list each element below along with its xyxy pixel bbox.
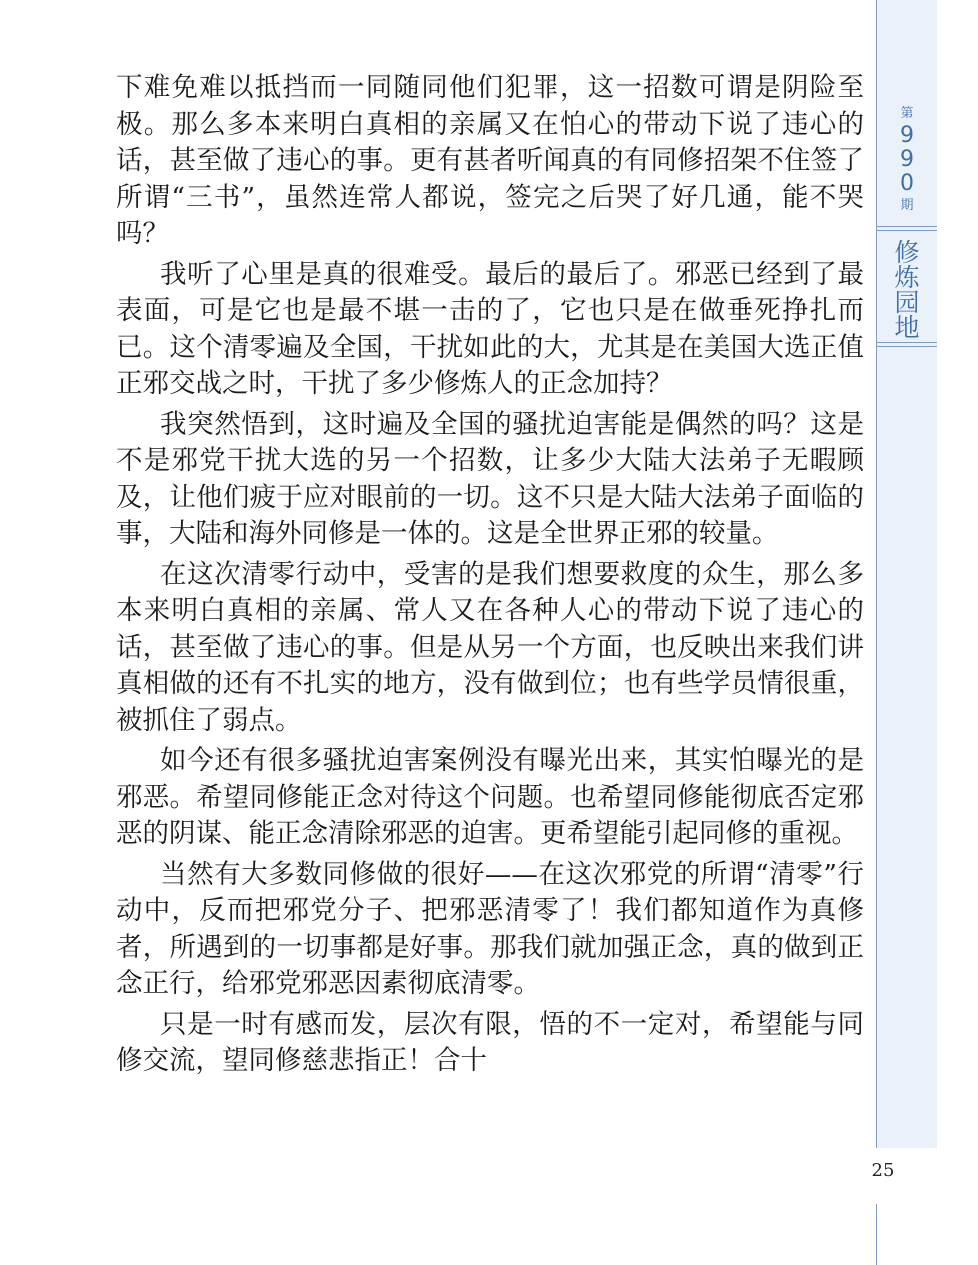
section-title bbox=[877, 240, 937, 340]
issue-suffix: 期 bbox=[900, 198, 914, 213]
sidebar-divider-top bbox=[877, 226, 937, 231]
paragraph-2: 我听了心里是真的很难受。最后的最后了。邪恶已经到了最表面，可是它也是最不堪一击的了，它也只是在做垂死挣扎而已。这个清零遍及全国，干扰如此的大，尤其是在美国大选正值正邪交战之时，干扰了多少修炼人的正念加持？ bbox=[116, 258, 864, 399]
page-number: 25 bbox=[871, 1160, 895, 1181]
paragraph-7: 只是一时有感而发，层次有限，悟的不一定对，希望能与同修交流，望同修慈悲指正！合十 bbox=[116, 1008, 864, 1076]
issue-prefix: 第 bbox=[900, 106, 914, 121]
section-title-text: 修炼园地 bbox=[894, 238, 920, 342]
paragraph-5: 如今还有很多骚扰迫害案例没有曝光出来，其实怕曝光的是邪恶。希望同修能正念对待这个问题。也希望同修能彻底否定邪恶的阴谋、能正念清除邪恶的迫害。更希望能引起同修的重视。 bbox=[116, 745, 864, 849]
article-body bbox=[116, 70, 864, 1084]
sidebar-lower-rule bbox=[876, 1204, 877, 1265]
sidebar-divider-bottom bbox=[877, 342, 937, 347]
issue-number: 990 bbox=[900, 123, 914, 196]
paragraph-1: 下难免难以抵挡而一同随同他们犯罪，这一招数可谓是阴险至极。那么多本来明白真相的亲属又在怕心的带动下说了违心的话，甚至做了违心的事。更有甚者听闻真的有同修招架不住签了所谓“三书”，虽然连常人都说，签完之后哭了好几通，能不哭吗？ bbox=[116, 72, 864, 249]
sidebar bbox=[876, 0, 937, 1148]
issue-label bbox=[877, 106, 937, 224]
paragraph-3: 我突然悟到，这时遍及全国的骚扰迫害能是偶然的吗？这是不是邪党干扰大选的另一个招数，让多少大陆大法弟子无暇顾及，让他们疲于应对眼前的一切。这不只是大陆大法弟子面临的事，大陆和海外同修是一体的。这是全世界正邪的较量。 bbox=[116, 408, 864, 549]
paragraph-4: 在这次清零行动中，受害的是我们想要救度的众生，那么多本来明白真相的亲属、常人又在各种人心的带动下说了违心的话，甚至做了违心的事。但是从另一个方面，也反映出来我们讲真相做的还有不扎实的地方，没有做到位；也有些学员情很重，被抓住了弱点。 bbox=[116, 558, 864, 736]
paragraph-6: 当然有大多数同修做的很好——在这次邪党的所谓“清零”行动中，反而把邪党分子、把邪恶清零了！我们都知道作为真修者，所遇到的一切事都是好事。那我们就加强正念，真的做到正念正行，给邪党邪恶因素彻底清零。 bbox=[116, 858, 864, 999]
